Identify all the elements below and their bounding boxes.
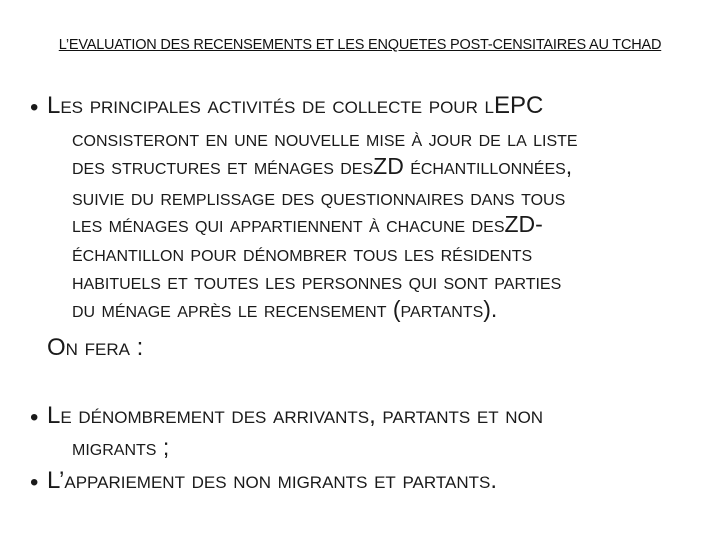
slide-title: L’EVALUATION DES RECENSEMENTS ET LES ENQUETES POST-CENSITAIRES AU TCHAD <box>58 37 662 53</box>
paragraph1-line-2: consisteront en une nouvelle mise à jour de la liste <box>72 125 578 151</box>
bullet2-line-1: Le dénombrement des arrivants, partants et non <box>47 402 544 429</box>
on-fera-label: On fera : <box>47 334 144 361</box>
paragraph1-line-5: les ménages qui appartiennent à chacune desZD- <box>72 211 543 237</box>
paragraph1-line-4: suivie du remplissage des questionnaires dans tous <box>72 184 566 210</box>
paragraph1-line-7: habituels et toutes les personnes qui sont parties <box>72 268 562 294</box>
bullet3-line-1: L’appariement des non migrants et partants. <box>47 467 497 494</box>
bullet-marker-2: • <box>30 404 39 431</box>
paragraph1-line-1: Les principales activités de collecte pour lEPC <box>47 92 544 119</box>
bullet-marker-1: • <box>30 94 39 121</box>
bullet-marker-3: • <box>30 469 39 496</box>
bullet2-line-2: migrants ; <box>72 434 170 460</box>
paragraph1-line-3: des structures et ménages desZD échantillonnées, <box>72 153 573 179</box>
paragraph1-line-8: du ménage après le recensement (partants). <box>72 296 498 322</box>
paragraph1-line-6: échantillon pour dénombrer tous les résidents <box>72 240 533 266</box>
